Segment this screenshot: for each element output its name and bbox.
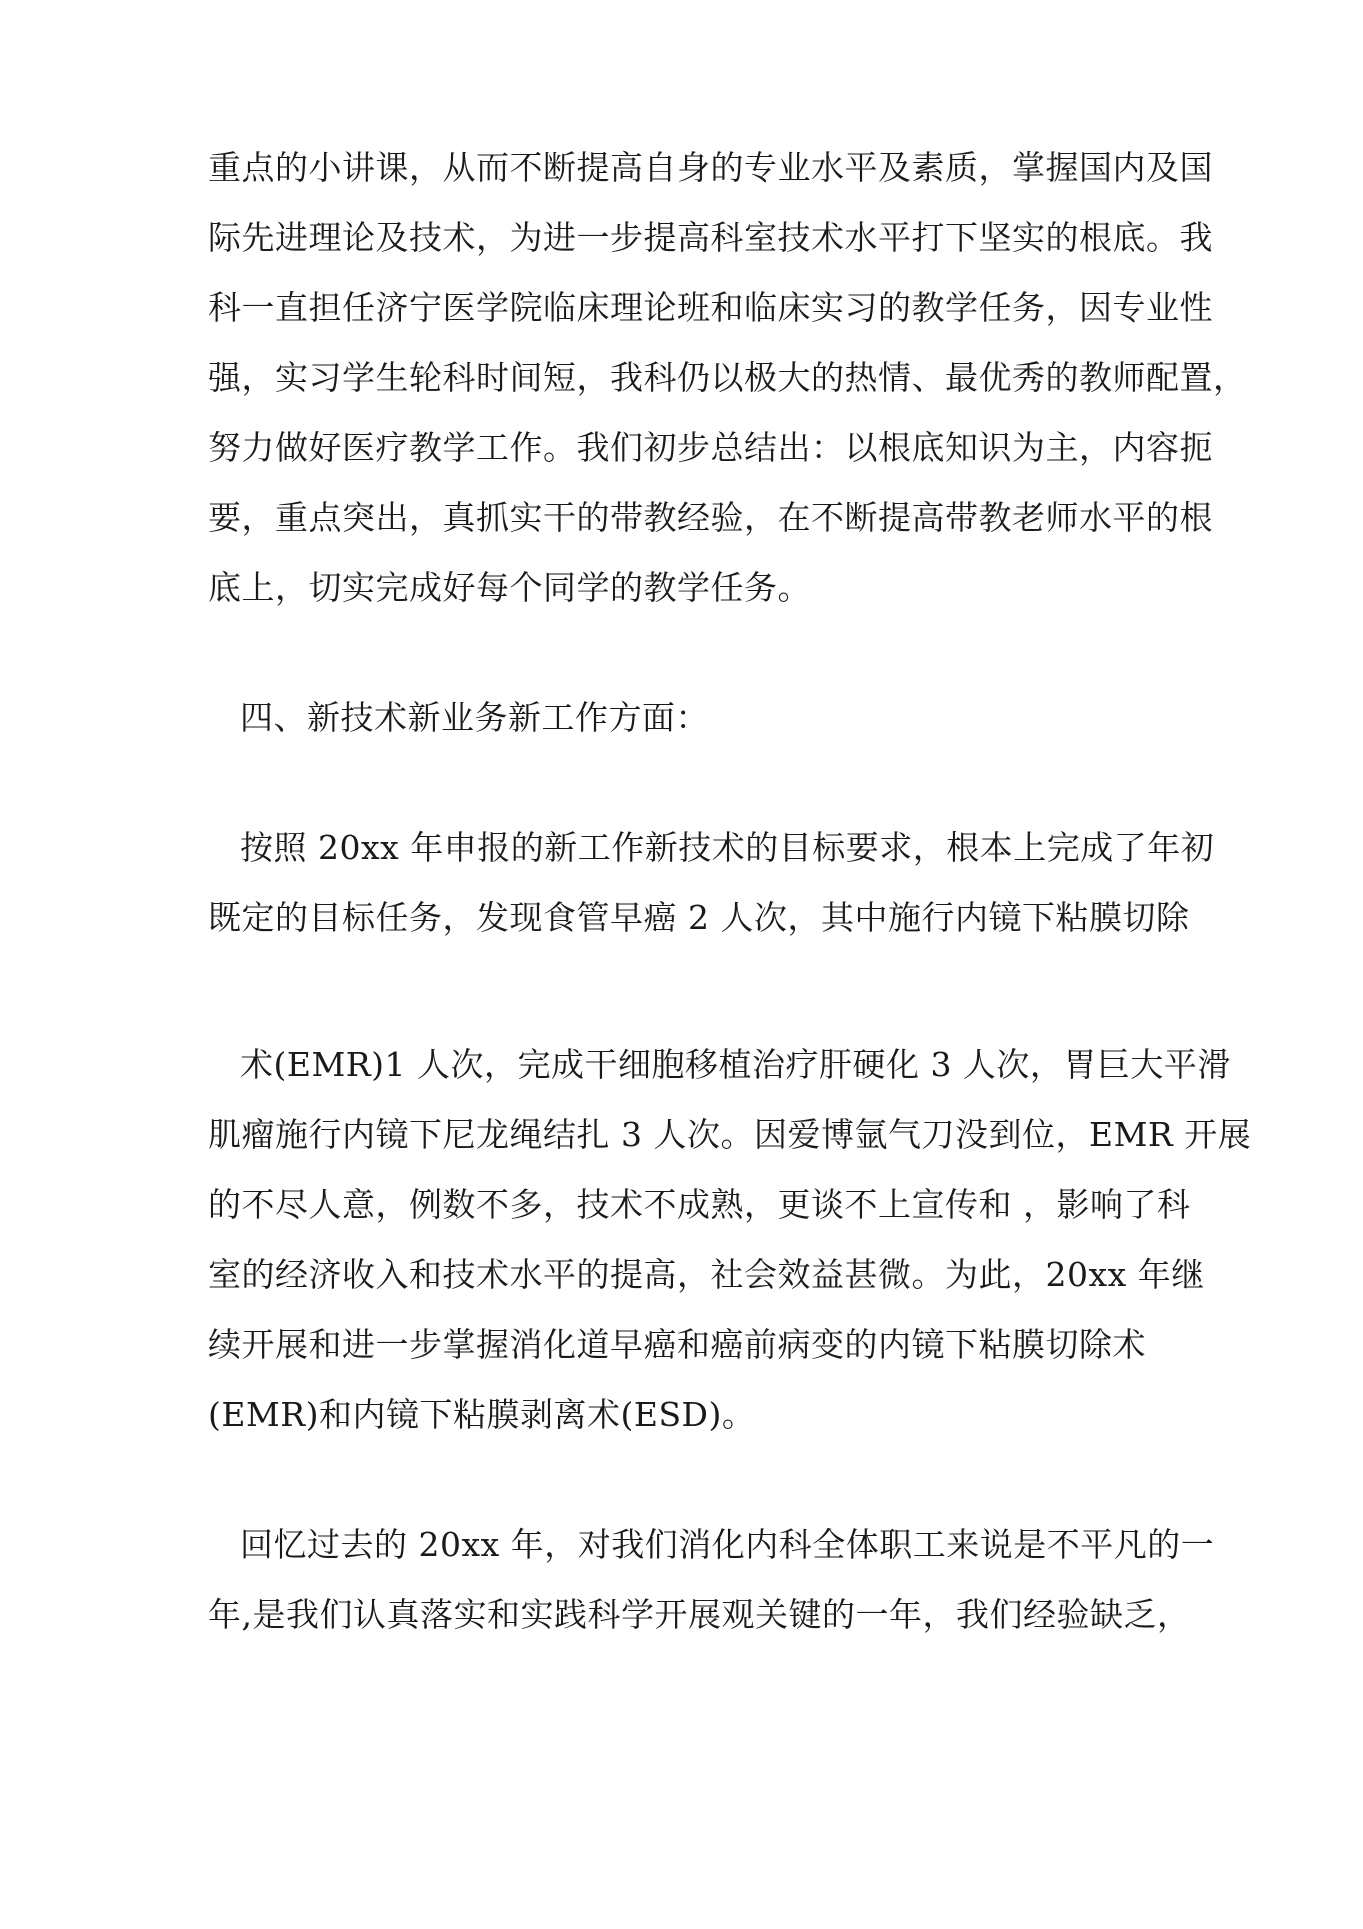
text-line: 既定的目标任务，发现食管早癌 2 人次，其中施行内镜下粘膜切除 xyxy=(208,898,1190,937)
text-line: 努力做好医疗教学工作。我们初步总结出：以根底知识为主，内容扼 xyxy=(208,428,1213,467)
text-line: 续开展和进一步掌握消化道早癌和癌前病变的内镜下粘膜切除术 xyxy=(208,1325,1146,1364)
text-line: 术(EMR)1 人次，完成干细胞移植治疗肝硬化 3 人次，胃巨大平滑 xyxy=(240,1045,1231,1084)
text-line: 际先进理论及技术，为进一步提高科室技术水平打下坚实的根底。我 xyxy=(208,218,1213,257)
text-line: 回忆过去的 20xx 年，对我们消化内科全体职工来说是不平凡的一 xyxy=(240,1525,1215,1564)
text-line: 室的经济收入和技术水平的提高，社会效益甚微。为此，20xx 年继 xyxy=(208,1255,1205,1294)
text-line: 要，重点突出，真抓实干的带教经验，在不断提高带教老师水平的根 xyxy=(208,498,1213,537)
section-heading: 四、新技术新业务新工作方面： xyxy=(240,698,709,737)
text-line: 肌瘤施行内镜下尼龙绳结扎 3 人次。因爱博氩气刀没到位，EMR 开展 xyxy=(208,1115,1252,1154)
text-line: (EMR)和内镜下粘膜剥离术(ESD)。 xyxy=(208,1395,756,1434)
text-line: 年,是我们认真落实和实践科学开展观关键的一年，我们经验缺乏， xyxy=(208,1595,1191,1634)
text-line: 重点的小讲课，从而不断提高自身的专业水平及素质，掌握国内及国 xyxy=(208,148,1213,187)
text-line: 按照 20xx 年申报的新工作新技术的目标要求，根本上完成了年初 xyxy=(240,828,1215,867)
text-line: 底上，切实完成好每个同学的教学任务。 xyxy=(208,568,811,607)
text-line: 的不尽人意，例数不多，技术不成熟，更谈不上宣传和 ，影响了科 xyxy=(208,1185,1191,1224)
text-line: 强，实习学生轮科时间短，我科仍以极大的热情、最优秀的教师配置， xyxy=(208,358,1247,397)
text-line: 科一直担任济宁医学院临床理论班和临床实习的教学任务，因专业性 xyxy=(208,288,1213,327)
